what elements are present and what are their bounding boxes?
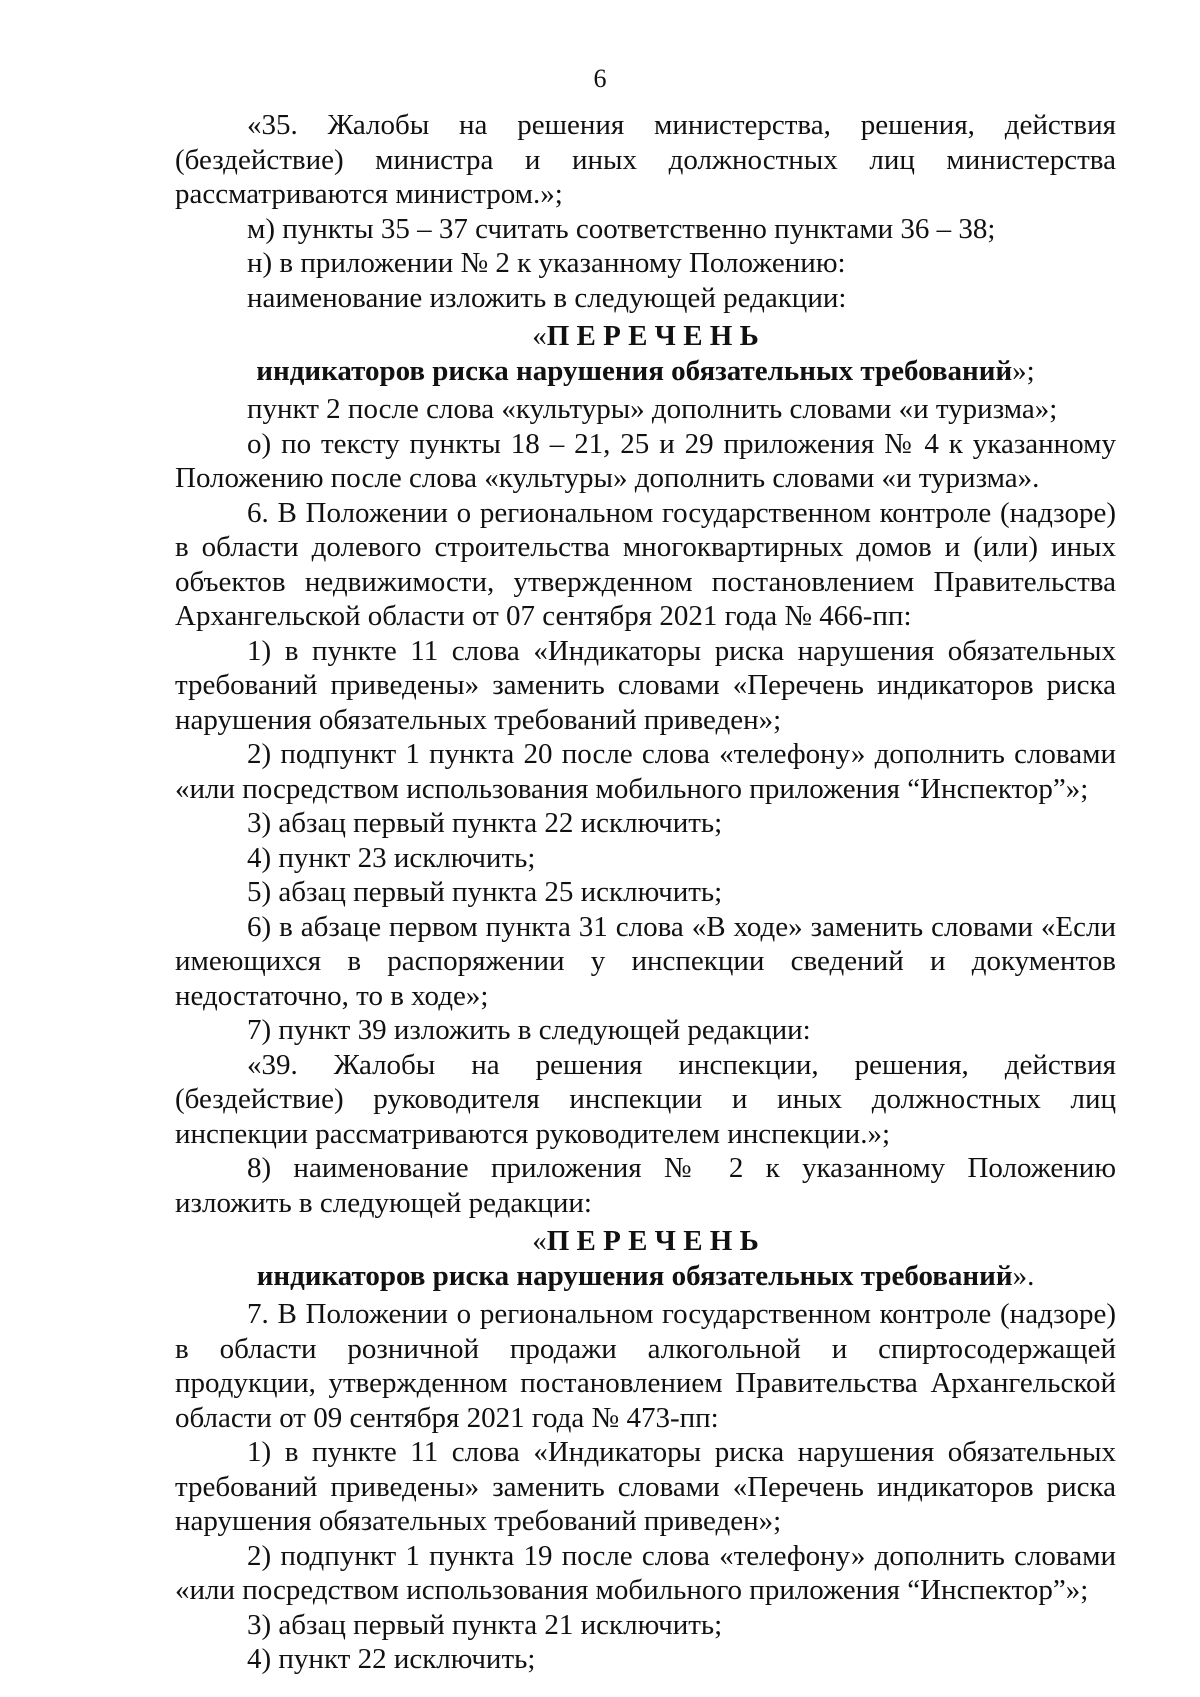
paragraph: 3) абзац первый пункта 22 исключить; <box>247 807 723 839</box>
paragraph: «39. Жалобы на решения инспекции, решения, действия (бездействие) руководителя инспекции и иных должностных лиц инспекции рассматриваются руководителем инспекции.»; <box>175 1048 1116 1150</box>
heading-title <box>175 1224 1116 1259</box>
paragraph: 7. В Положении о региональном государственном контроле (надзоре) в области розничной продажи алкогольной и спиртосодержащей продукции, утвержденном постановлением Правительства Архангельской области от 09 сентября 2021 года № 473-пп: <box>175 1298 1116 1434</box>
paragraph: 8) наименование приложения № 2 к указанному Положению изложить в следующей редакции: <box>175 1152 1116 1219</box>
paragraph: пункт 2 после слова «культуры» дополнить словами «и туризма»; <box>247 393 1058 425</box>
heading-subtitle <box>175 1259 1116 1294</box>
paragraph: 2) подпункт 1 пункта 20 после слова «телефону» дополнить словами «или посредством использования мобильного приложения “Инспектор”»; <box>175 738 1116 805</box>
heading-subtitle-text: индикаторов риска нарушения обязательных требований <box>256 354 1013 387</box>
paragraph: наименование изложить в следующей редакции: <box>247 281 847 314</box>
paragraph: «35. Жалобы на решения министерства, решения, действия (бездействие) министра и иных должностных лиц министерства рассматриваются министром.»; <box>175 109 1116 210</box>
heading-subtitle <box>175 354 1116 389</box>
paragraph: 1) в пункте 11 слова «Индикаторы риска нарушения обязательных требований приведены» заменить словами «Перечень индикаторов риска нарушения обязательных требований приведен»; <box>175 634 1116 736</box>
heading-title-text: П Е Р Е Ч Е Н Ь <box>546 320 759 352</box>
heading-open-quote: « <box>532 1225 547 1257</box>
heading-tail: »; <box>1012 354 1035 387</box>
page-number: 6 <box>593 64 607 93</box>
heading-title-text: П Е Р Е Ч Е Н Ь <box>546 1225 759 1257</box>
paragraph: 4) пункт 22 исключить; <box>247 1643 536 1675</box>
paragraph: 4) пункт 23 исключить; <box>247 841 536 874</box>
heading-open-quote: « <box>532 320 547 352</box>
paragraph: 3) абзац первый пункта 21 исключить; <box>247 1608 723 1641</box>
paragraph: м) пункты 35 – 37 считать соответственно пунктами 36 – 38; <box>247 212 996 245</box>
paragraph: о) по тексту пункты 18 – 21, 25 и 29 приложения № 4 к указанному Положению после слова «культуры» дополнить словами «и туризма». <box>175 427 1116 494</box>
heading-subtitle-text: индикаторов риска нарушения обязательных требований <box>256 1259 1013 1292</box>
paragraph: 5) абзац первый пункта 25 исключить; <box>247 876 723 908</box>
paragraph: 2) подпункт 1 пункта 19 после слова «телефону» дополнить словами «или посредством использования мобильного приложения “Инспектор”»; <box>175 1539 1116 1606</box>
paragraph: н) в приложении № 2 к указанному Положению: <box>247 247 846 279</box>
paragraph: 6) в абзаце первом пункта 31 слова «В ходе» заменить словами «Если имеющихся в распоряжении у инспекции сведений и документов недостаточно, то в ходе»; <box>175 910 1116 1012</box>
heading-tail: ». <box>1012 1259 1035 1292</box>
paragraph: 7) пункт 39 изложить в следующей редакции: <box>247 1014 811 1046</box>
document-body <box>175 108 1116 1677</box>
paragraph: 6. В Положении о региональном государственном контроле (надзоре) в области долевого строительства многоквартирных домов и (или) иных объектов недвижимости, утвержденном постановлением Правительства Архангельской области от 07 сентября 2021 года № 466-пп: <box>175 496 1116 632</box>
paragraph: 1) в пункте 11 слова «Индикаторы риска нарушения обязательных требований приведены» заменить словами «Перечень индикаторов риска нарушения обязательных требований приведен»; <box>175 1436 1116 1537</box>
heading-title <box>175 319 1116 354</box>
